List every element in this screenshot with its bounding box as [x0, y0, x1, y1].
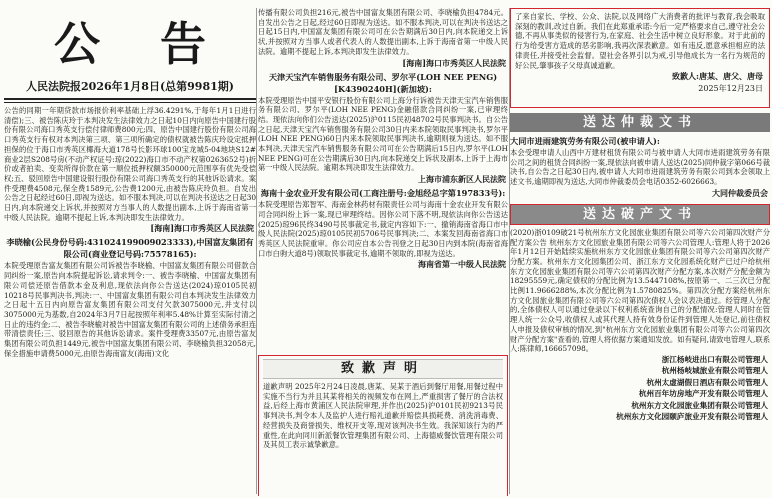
administrator-list: [510, 355, 770, 423]
notice-body: 本院受理原告中国平安银行股份有限公司上海分行诉被告天津天宝汽车销售服务有限公司、罗尔平(LOH NEE PENG)金融借款合同纠纷一案,已审理终结。现依法向你们公告送达(2025)沪0115民初48702号民事判决书。自公告之日起,天津天宝汽车销售服务有限公司30日内来本院领取民事判决书,罗尔平(LOH NEE PENG)60日内来本院领取民事判决书,逾期则视为送达。如不服本判决,天津天宝汽车销售服务有限公司可在公告期满后15日内,罗尔平(LOH NEE PENG)可在公告期满后30日内,向本院递交上诉状及副本,上诉于上海市第一中级人民法院。逾期本判决即发生法律效力。: [258, 95, 508, 173]
apology-date: 2025年12月23日: [698, 84, 763, 94]
court-signature: [海南]海口市秀英区人民法院: [150, 223, 254, 234]
notice-heading: 大同市进雨建筑劳务有限公司(被申请人):: [510, 136, 660, 146]
column-left: [4, 8, 256, 496]
administrator-name: 杭州东方文化园旅业集团有限公司管理人: [631, 400, 768, 410]
apology-signature: 致歉人:唐某、唐父、唐母: [672, 71, 763, 82]
column-middle: [258, 8, 508, 496]
notice-heading: 李晓榆(公民身份号码:431024199009023333),中国富友集团有限公司(商业登记号码:75578165):: [6, 237, 254, 260]
arbitration-signature: 大同仲裁委员会: [712, 187, 768, 198]
administrator-name: 浙江杨岐进出口有限公司管理人: [661, 354, 768, 364]
administrator-name: 杭州杨岐城旅业有限公司管理人: [661, 366, 768, 376]
administrator-name: 杭州百年坊房地产开发有限公司管理人: [638, 389, 768, 399]
apology-body: 了来自家长、学校、公众、法院,以及网络广大消费者的批评与教育,我会吸取深刻的教训,改过自新。我们在此郑重承诺:今后一定严格要求自己,遵守社会公德,不再从事类似的侵害行为,在家庭、社会生活中树立良好形象。对于此前的行为给受害方造成的恶劣影响,我再次深表歉意。如有违反,愿意承担相应的法律责任,并接受社会监督。望社会各界引以为戒,引导他成长为一名行为规范的好公民,肇事孩子父母真诚道歉。: [515, 12, 765, 70]
apology-highlight-box: [258, 355, 508, 496]
apology-title: 致歉声明: [263, 359, 503, 379]
section-banner-arbitration: 送达仲裁文书: [510, 113, 770, 132]
court-signature: [海南]海口市秀英区人民法院: [402, 57, 506, 68]
notice-body: 本院受理原告郑智军、海南金林药材有限责任公司与海南十金农业开发有限公司合同纠纷上诉一案,现已审理终结。因你公司下落不明,现依法向你公告送达(2025)琼96民终3490号民事裁定书,裁定内容如下:一、撤销海南省海口市中级人民法院(2025)琼0105民初5706号民事判决;二、本案发回海南省海口市秀英区人民法院重审。你公司应自本公告刊登之日起30日内到本院(海南省海口市白驹大道8号)领取民事裁定书,逾期不领取的,即视为送达。: [258, 200, 508, 258]
notice-body: 传播有限公司负担216元,被告中国富友集团有限公司、李晓榆负担4784元。自发出公告之日起,经过60日即视为送达。如不服本判决,可以在判决书送达之日起15日内,中国富友集团有限公司可在公告期满后30日内,向本院递交上诉状,并按照对方当事人或者代表人的人数提出副本,上诉于海南省第一中级人民法院。逾期不提起上诉,本判决即发生法律效力。: [258, 8, 508, 56]
notice-body: (2020)浙0109破21号杭州东方文化园旅业集团有限公司等六公司第四次财产分配方案公告 杭州东方文化园旅业集团有限公司等六公司管理人:管理人将于2026年1月12日开始陆续实施杭州东方文化园旅业集团有限公司等六公司第四次财产分配方案。杭州东方文化园集团公司、浙江东方文化园系统化财产已过户给杭州东方文化园旅业集团有限公司等六公司第四次财产分配方案,本次财产分配金额为18295559元,确定债权的分配比例为13.5447108%,按原第一、二三次已分配比例11.9666288%,本次分配比例为1.5780825%。第四次分配方案经杭州东方文化园旅业集团有限公司等六公司第四次债权人会议表决通过。经管理人分配的,全体债权人可以通过登录以下权利系统查询自己的分配情况:管理人同时在管理人统一公众号,收债权人或其代理人持有效身份证件到管理人处登记,前往债权人申报及债权审核的情况,到"杭州东方文化园旅业集团有限公司等六公司第四次财产分配方案"查看的,管理人将依据方案通知发放。如有疑问,请致电管理人,联系人:陈律师,166657098。: [510, 227, 770, 354]
section-banner-bankruptcy: 送达破产文书: [510, 204, 770, 225]
apology-body: 道歉声明 2025年2月24日凌晨,唐某、吴某于酒后到餐厅用餐,用餐过程中实施不当行为并且其某将相关的视频发布在网上,严重损害了餐厅的合法权益,后经上海市黄浦区人民法院审理,并作出(2025)沪0101民初9213号民事判决书,判令本人及监护人进行赔礼道歉并赔偿具损耗费、消洗消毒费、经营损失及商誉损失、维权开支等,现对该判决书生效。我深知该行为的严重性,在此向同川新派餐饮管理集团有限公司、上海德威餐饮管理有限公司及其员工表示诚挚歉意。: [263, 382, 503, 450]
court-signature: 上海市浦东新区人民法院: [418, 174, 506, 185]
notice-body: 本院受理原告富友集团有限公司诉被告李晓榆、中国富友集团有限公司借款合同纠纷一案,原告向本院提起诉讼,请求判令:一、被告李晓榆、中国富友集团有限公司偿还原告借款本金及利息,现依法向你公告送达(2024)琼0105民初10218号民事判决书,判决:一、中国富友集团有限公司自本判决发生法律效力之日起十五日内向原告富友集团有限公司支付欠款3075000元,并支付以3075000元为基数,自2024年3月7日起按照年利率5.48%计算至实际付清之日止的违约金;二、被告李晓榆对被告中国富友集团有限公司的上述债务承担连带清偿责任;三、驳回原告的其他诉讼请求。案件受理费33507元,由原告富友集团有限公司负担1449元,被告中国富友集团有限公司、李晓榆负担32058元,保全措施申请费5000元,由原告海南富友(海南)文化: [4, 261, 256, 358]
masthead-rule: [4, 102, 256, 103]
column-divider: [256, 8, 257, 494]
apology-continuation-box: [510, 8, 770, 108]
notice-heading: 海南十金农业开发有限公司(工商注册号:金旭经总字第197833号):: [260, 188, 506, 199]
notice-heading: 天津天宝汽车销售服务有限公司、罗尔平(LOH NEE PENG)[K4390240H](新加坡):: [268, 71, 498, 94]
page-title: 公 告: [53, 17, 228, 71]
column-right: [510, 8, 770, 496]
issue-line: 人民法院报2026年1月8日(总第9981期): [4, 78, 256, 100]
notice-body: 本会受理申请人山西中万建材租赁有限公司与被申请人大同市进雨建筑劳务有限公司之间的租赁合同纠纷一案,现依法向被申请人送达(2025)同仲裁字第066号裁决书,自公告之日起30日内,被申请人大同市进雨建筑劳务有限公司到本会领取上述文书,逾期即视为送达,大同市仲裁委员会电话0352-6026663。: [510, 148, 770, 187]
notice-body: 公告的同期一年期贷款市场报价利率基础上浮36.4291%,于每年1月1日进行清偿);三、被告陈庆玲于本判决发生法律效力之日起10日内向原告中国建行股份有限公司海口秀英支行偿付律师费800元;四、原告中国建行股份有限公司海口秀英支行有权对本判决第三项、第三项所确定的债权就被告陈庆玲设定抵押担保的位于海口市秀英区椰海大道178号长影环球100宝龙城5-04地块S12#商业2层S208号房(不动产权证号:琼(2022)海口市不动产权第0263652号)折价或者拍卖、变卖所得价款在第一顺位抵押权额350000元范围享有优先受偿权;五、驳回原告中国建设银行股份有限公司海口秀英支行的其他诉讼请求。案件受理费4508元,保全费1589元,公告费1200元,由被告陈庆玲负担。自发出公告之日起经过60日,即视为送达。如不服本判决,可以在判决书送达之日起30日内,向本院递交上诉状,并按照对方当事人的人数提出副本,上诉于海南省第一中级人民法院。逾期不提起上诉,本判决即发生法律效力。: [4, 106, 256, 222]
masthead: [4, 16, 256, 103]
court-signature: 海南省第一中级人民法院: [418, 259, 506, 270]
administrator-name: 杭州太虚湖假日酒店有限公司管理人: [646, 377, 768, 387]
administrator-name: 杭州东方文化园颐庐旅业开发有限公司管理人: [616, 412, 768, 422]
